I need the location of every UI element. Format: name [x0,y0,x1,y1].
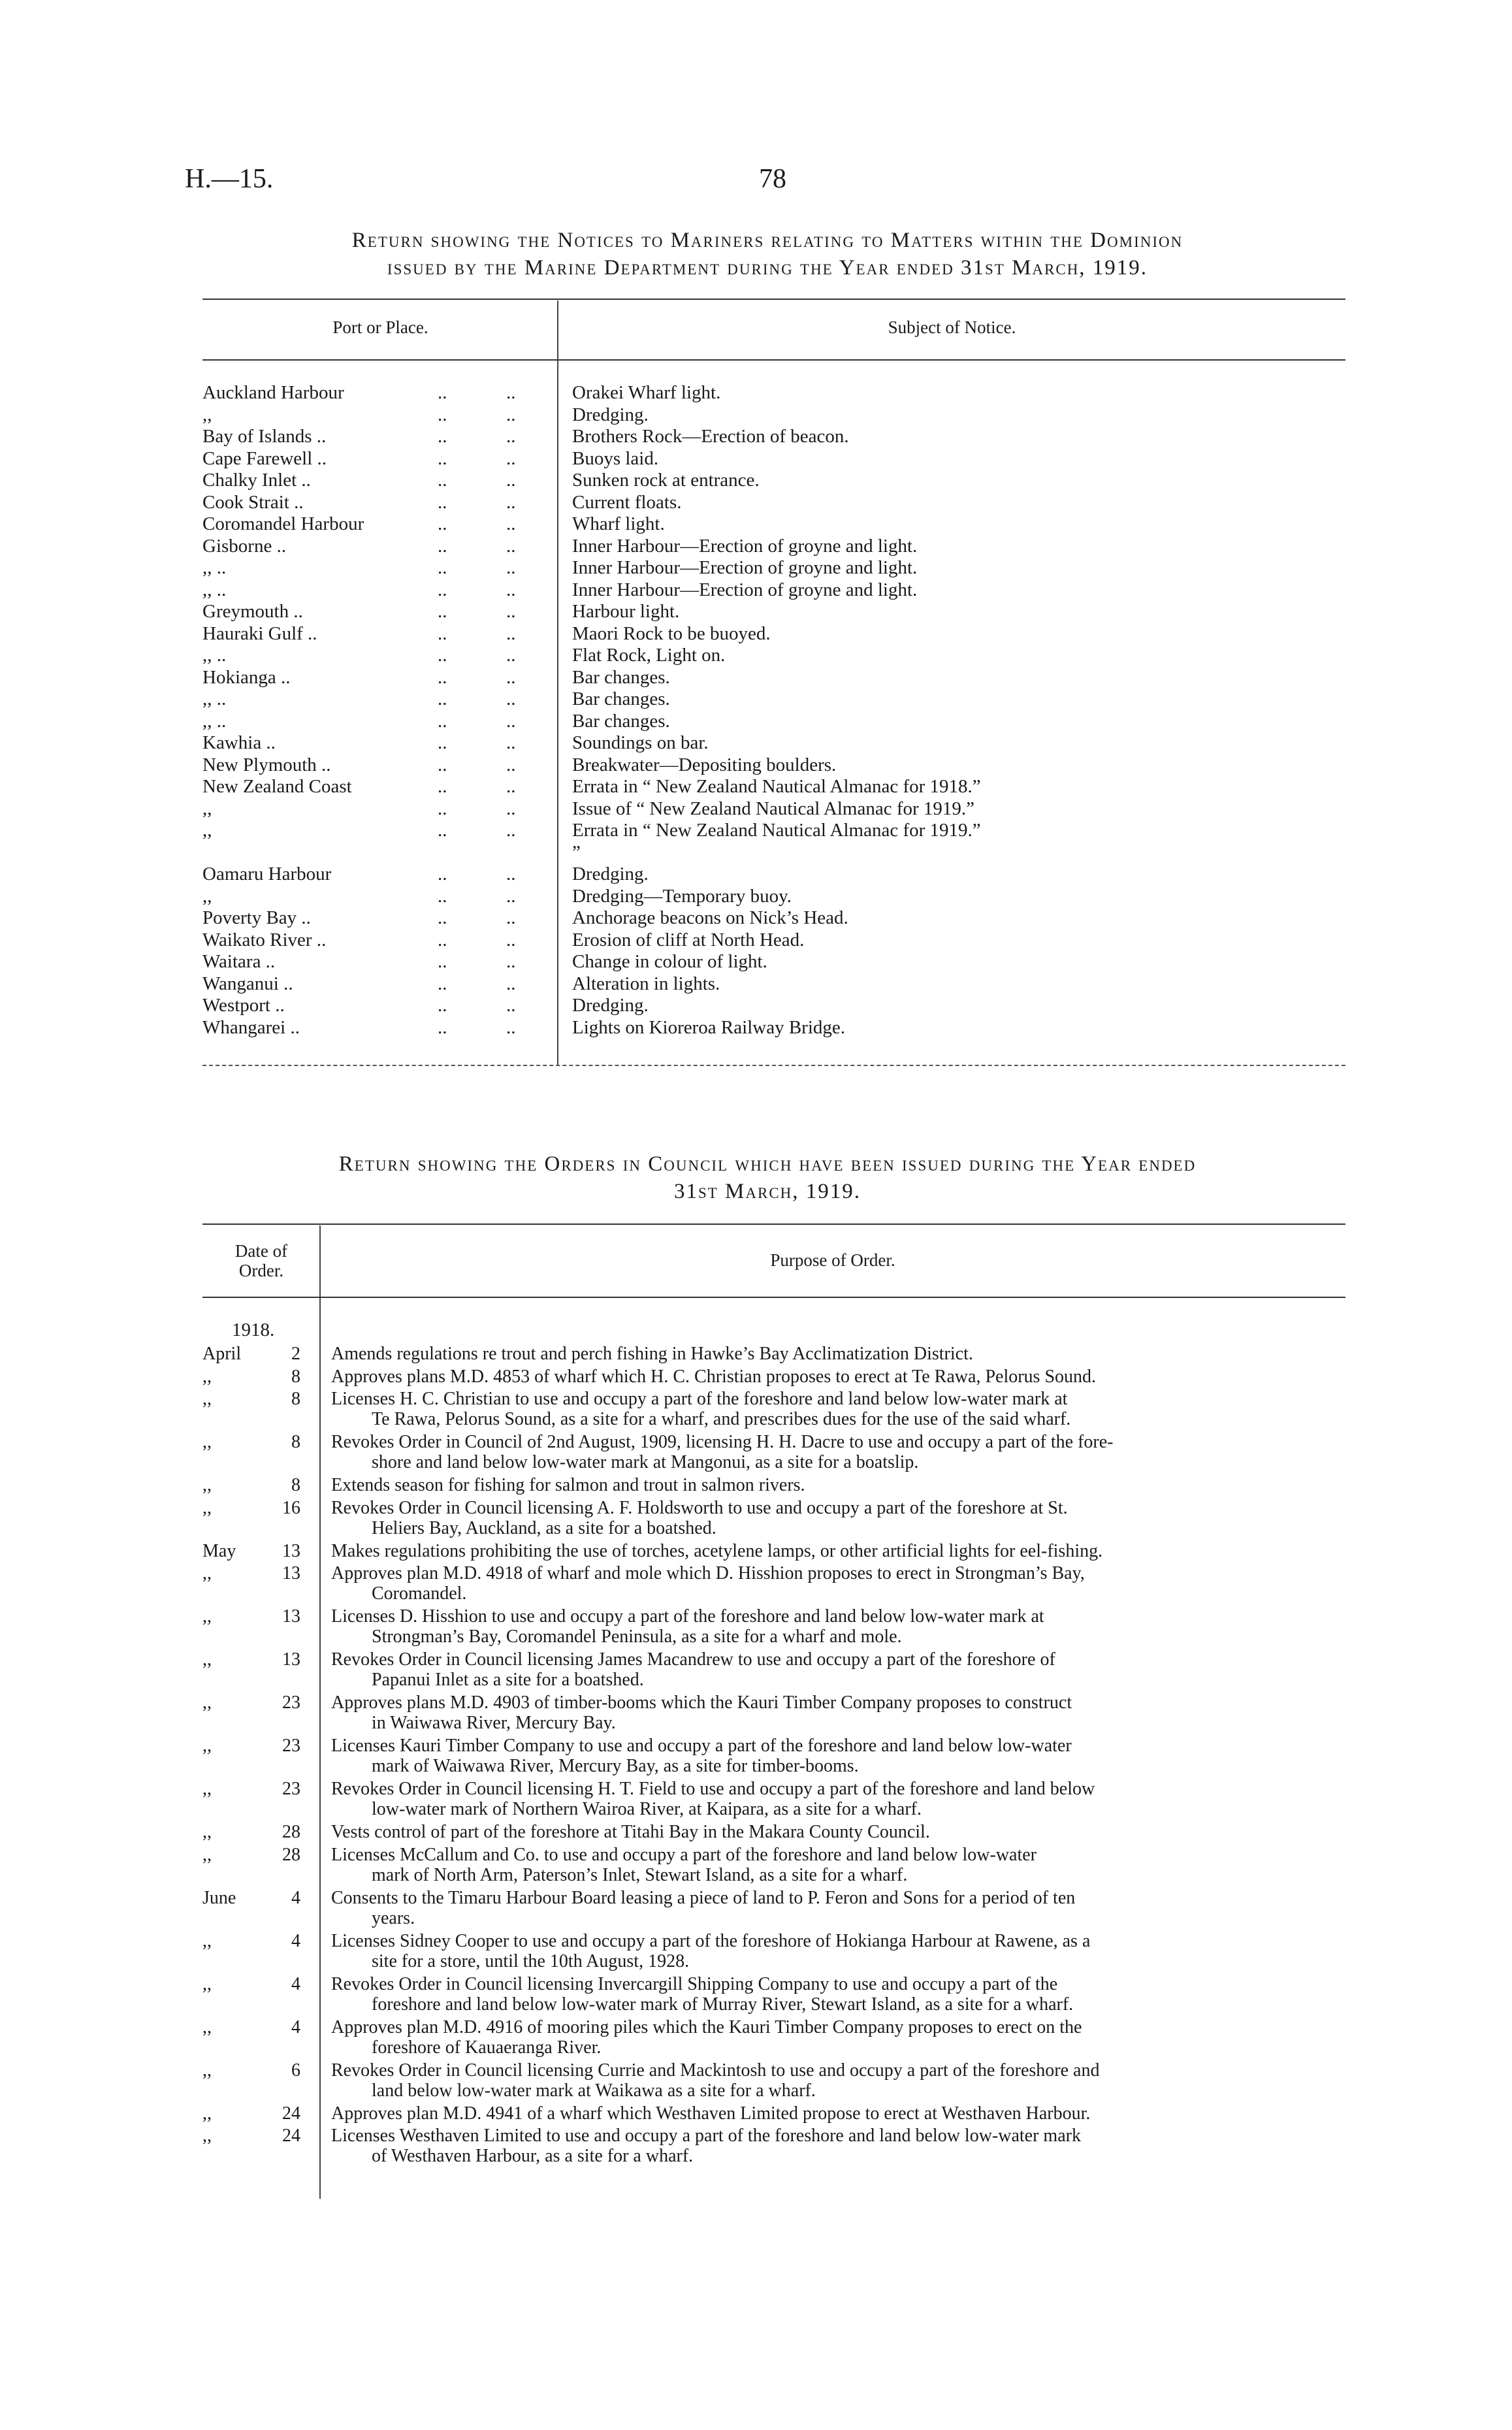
order-purpose [331,1736,1343,1776]
order-day: 23 [282,1779,300,1799]
notice-leader-dots: .. [438,732,447,753]
order-month: ,, [202,1649,212,1670]
order-purpose-first-line: Licenses Sidney Cooper to use and occupy a part of the foreshore of Hokianga Harbour at Rawene, as a [331,1930,1091,1951]
notice-subject: Bar changes. [572,710,670,732]
order-day: 4 [291,2017,300,2037]
notice-row [0,470,1512,491]
notice-leader-dots: .. [438,951,447,972]
order-purpose-continuation: foreshore of Kauaeranga River. [372,2037,602,2058]
notice-leader-dots: .. [506,732,516,753]
notice-row [0,536,1512,557]
notice-leader-dots: .. [506,864,516,884]
notice-row [0,667,1512,688]
notice-port: Hauraki Gulf .. [202,623,317,644]
notice-leader-dots: .. [438,710,447,732]
notice-leader-dots: .. [438,404,447,425]
order-day: 8 [291,1389,300,1409]
notice-leader-dots: .. [438,601,447,622]
order-purpose [331,1541,1343,1561]
notice-subject: Errata in “ New Zealand Nautical Almanac for 1919.” [572,820,981,841]
table1-title-line1: Return showing the Notices to Mariners relating to Matters within the Dominion [351,229,1183,252]
order-month: ,, [202,1475,212,1495]
notice-port: Oamaru Harbour [202,864,332,884]
notice-subject: Soundings on bar. [572,732,709,753]
order-purpose [331,1649,1343,1690]
notice-row [0,886,1512,907]
notice-leader-dots: .. [438,645,447,666]
order-month: ,, [202,1779,212,1799]
notice-row [0,973,1512,995]
notice-leader-dots: .. [438,666,447,688]
order-purpose [331,1432,1343,1472]
notice-subject: Current floats. [572,491,682,513]
order-day: 4 [291,1887,300,1908]
notice-leader-dots: .. [506,513,516,534]
order-purpose-continuation: land below low-water mark at Waikawa as a site for a wharf. [372,2080,816,2101]
notice-subject: Buoys laid. [572,447,659,469]
notice-subject: Dredging. [572,404,649,425]
notice-leader-dots: .. [438,579,447,600]
notice-subject: Issue of “ New Zealand Nautical Almanac for 1919.” [572,798,975,819]
order-purpose-first-line: Approves plan M.D. 4916 of mooring piles which the Kauri Timber Company proposes to erect on the [331,2017,1082,2037]
table2-col-date-line1: Date of [234,1241,288,1261]
notice-subject: Sunken rock at entrance. [572,470,760,491]
notice-row [0,842,1512,864]
order-purpose [331,1606,1343,1647]
notice-leader-dots: .. [438,491,447,513]
order-day: 24 [282,2103,300,2124]
order-purpose [331,1822,1343,1842]
notice-subject: Brothers Rock—Erection of beacon. [572,426,849,447]
order-day: 24 [282,2126,300,2146]
notice-leader-dots: .. [506,929,516,950]
order-month: ,, [202,1822,212,1842]
notice-port: ,, [202,820,212,841]
page-number: 78 [759,164,786,194]
notice-leader-dots: .. [438,447,447,469]
order-day: 23 [282,1693,300,1713]
order-purpose-first-line: Approves plan M.D. 4918 of wharf and mole which D. Hisshion proposes to erect in Strongman’s Bay, [331,1563,1085,1583]
order-month: ,, [202,2126,212,2146]
order-day: 13 [282,1563,300,1583]
notice-leader-dots: .. [506,951,516,972]
notice-port: Gisborne .. [202,535,287,557]
notice-row [0,557,1512,579]
notice-port: ,, .. [202,645,227,666]
table2-col-date-line2: Order. [238,1261,284,1280]
notice-port: Waitara .. [202,951,276,972]
order-day: 28 [282,1844,300,1865]
notice-row [0,711,1512,732]
order-purpose-first-line: Vests control of part of the foreshore at Titahi Bay in the Makara County Council. [331,1822,930,1842]
notice-leader-dots: .. [438,754,447,775]
notice-subject: Lights on Kioreroa Railway Bridge. [572,1016,845,1038]
notice-subject: Erosion of cliff at North Head. [572,929,805,950]
notice-subject: Harbour light. [572,601,680,622]
order-purpose [331,1779,1343,1819]
order-purpose [331,1563,1343,1604]
order-purpose-continuation: Strongman’s Bay, Coromandel Peninsula, as a site for a wharf and mole. [372,1627,902,1647]
order-purpose-first-line: Licenses Kauri Timber Company to use and occupy a part of the foreshore and land below low-water [331,1736,1072,1756]
order-purpose-first-line: Extends season for fishing for salmon and trout in salmon rivers. [331,1475,805,1495]
notice-port: Greymouth .. [202,601,303,622]
table2-title-line1: Return showing the Orders in Council which have been issued during the Year ended [338,1152,1197,1176]
notice-leader-dots: .. [438,995,447,1016]
order-purpose-first-line: Revokes Order in Council licensing Invercargill Shipping Company to use and occupy a part of the [331,1973,1058,1994]
notice-subject: Dredging. [572,995,649,1016]
order-purpose-continuation: mark of North Arm, Paterson’s Inlet, Stewart Island, as a site for a wharf. [372,1864,908,1885]
notice-row [0,513,1512,535]
order-purpose-continuation: low-water mark of Northern Wairoa River, at Kaipara, as a site for a wharf. [372,1799,922,1819]
order-purpose-continuation: Papanui Inlet as a site for a boatshed. [372,1670,644,1690]
notice-subject: Bar changes. [572,666,670,688]
notice-leader-dots: .. [438,557,447,578]
order-month: ,, [202,1844,212,1865]
order-purpose-first-line: Revokes Order in Council of 2nd August, 1909, licensing H. H. Dacre to use and occupy a part of the fore- [331,1432,1114,1452]
notice-subject: Dredging—Temporary buoy. [572,885,792,907]
notice-subject: Flat Rock, Light on. [572,645,726,666]
table1-col-port: Port or Place. [332,317,428,337]
table1-title-line2: issued by the Marine Department during the Year ended 31st March, 1919. [387,256,1148,280]
notice-port: Cook Strait .. [202,491,304,513]
notice-leader-dots: .. [506,666,516,688]
document-code: H.—15. [185,164,274,194]
table1-top-rule [202,299,1345,300]
notice-leader-dots: .. [506,645,516,666]
order-month: June [202,1887,236,1908]
order-purpose-first-line: Licenses D. Hisshion to use and occupy a part of the foreshore and land below low-water mark at [331,1606,1044,1627]
notice-port: ,, [202,404,212,425]
notice-row [0,645,1512,666]
notice-port: Whangarei .. [202,1016,300,1038]
order-purpose-continuation: in Waiwawa River, Mercury Bay. [372,1713,616,1733]
order-purpose-first-line: Licenses Westhaven Limited to use and occupy a part of the foreshore and land below low-water mark [331,2126,1081,2146]
notice-port: ,, [202,885,212,907]
notice-row [0,623,1512,645]
order-day: 13 [282,1649,300,1670]
notice-row [0,688,1512,710]
notice-subject: Alteration in lights. [572,973,720,994]
notice-port: ,, [202,798,212,819]
notice-leader-dots: .. [506,426,516,447]
notice-leader-dots: .. [438,776,447,797]
notice-row [0,798,1512,820]
notice-port: Kawhia .. [202,732,276,753]
notice-leader-dots: .. [506,710,516,732]
order-purpose [331,1367,1343,1387]
order-purpose-first-line: Licenses McCallum and Co. to use and occupy a part of the foreshore and land below low-water [331,1844,1037,1865]
order-month: ,, [202,1930,212,1951]
notice-port: Waikato River .. [202,929,327,950]
order-purpose-first-line: Amends regulations re trout and perch fishing in Hawke’s Bay Acclimatization District. [331,1344,973,1364]
order-purpose [331,1475,1343,1495]
order-month: April [202,1344,242,1364]
notice-leader-dots: .. [506,382,516,403]
table2-col-date [202,1241,320,1280]
notice-leader-dots: .. [506,579,516,600]
notice-leader-dots: .. [506,885,516,907]
notice-port: ,, .. [202,557,227,578]
order-month: May [202,1540,236,1561]
notice-subject: Errata in “ New Zealand Nautical Almanac for 1918.” [572,776,981,797]
notice-leader-dots: .. [506,820,516,841]
order-day: 8 [291,1475,300,1495]
notice-port: Coromandel Harbour [202,513,364,534]
notice-row [0,1017,1512,1039]
notice-subject: Wharf light. [572,513,665,534]
order-purpose-first-line: Licenses H. C. Christian to use and occupy a part of the foreshore and land below low-water mark at [331,1389,1068,1409]
order-purpose-continuation: mark of Waiwawa River, Mercury Bay, as a site for timber-booms. [372,1756,859,1776]
notice-leader-dots: .. [506,776,516,797]
notice-leader-dots: .. [506,973,516,994]
notice-port: ,, .. [202,688,227,709]
notice-subject: Breakwater—Depositing boulders. [572,754,837,775]
notice-port: Cape Farewell .. [202,447,327,469]
notice-subject: Bar changes. [572,688,670,709]
notice-leader-dots: .. [506,447,516,469]
notice-row [0,951,1512,973]
notice-leader-dots: .. [506,798,516,819]
notice-port: ,, .. [202,710,227,732]
order-month: ,, [202,2060,212,2081]
notice-leader-dots: .. [506,491,516,513]
notice-leader-dots: .. [438,798,447,819]
order-month: ,, [202,1736,212,1756]
order-purpose-continuation: site for a store, until the 10th August, 1928. [372,1951,690,1971]
notice-leader-dots: .. [438,470,447,491]
notice-row [0,754,1512,776]
table2-column-divider [319,1225,321,2199]
notice-leader-dots: .. [438,973,447,994]
table1-bottom-rule [202,1065,1345,1066]
notice-row [0,382,1512,404]
notice-leader-dots: .. [506,404,516,425]
order-month: ,, [202,1432,212,1452]
order-day: 28 [282,1822,300,1842]
notice-leader-dots: .. [506,535,516,557]
notice-row [0,776,1512,798]
order-purpose [331,1931,1343,1971]
order-day: 16 [282,1497,300,1518]
table2-header-rule [202,1297,1345,1298]
order-purpose [331,1498,1343,1538]
notice-port: ,, .. [202,579,227,600]
notice-row [0,601,1512,623]
notice-port: Westport .. [202,995,285,1016]
order-purpose-first-line: Approves plan M.D. 4941 of a wharf which Westhaven Limited propose to erect at Westhaven Harbour. [331,2103,1091,2124]
notice-leader-dots: .. [506,557,516,578]
notice-port: Poverty Bay .. [202,907,311,928]
notice-row [0,864,1512,885]
order-month: ,, [202,1693,212,1713]
notice-leader-dots: .. [506,623,516,644]
notice-leader-dots: .. [438,820,447,841]
order-purpose [331,1974,1343,2015]
notice-port: Wanganui .. [202,973,293,994]
notice-subject: Dredging. [572,864,649,884]
notice-port: Chalky Inlet .. [202,470,311,491]
table1-header-rule [202,359,1345,361]
notice-leader-dots: .. [438,623,447,644]
order-purpose-first-line: Approves plans M.D. 4903 of timber-booms which the Kauri Timber Company proposes to construct [331,1693,1072,1713]
order-month: ,, [202,1366,212,1387]
order-purpose-continuation: years. [372,1907,415,1928]
order-day: 23 [282,1736,300,1756]
table1-col-subject: Subject of Notice. [888,317,1016,337]
order-day: 8 [291,1432,300,1452]
notice-leader-dots: .. [438,513,447,534]
notice-row [0,448,1512,470]
notice-port: Auckland Harbour [202,382,344,403]
notice-leader-dots: .. [506,470,516,491]
notice-leader-dots: .. [438,864,447,884]
notice-leader-dots: .. [506,1016,516,1038]
order-purpose [331,1344,1343,1364]
order-day: 4 [291,1930,300,1951]
notice-leader-dots: .. [438,1016,447,1038]
notice-subject: ” [572,841,581,863]
notice-leader-dots: .. [438,907,447,928]
notice-port: Bay of Islands .. [202,426,327,447]
notice-leader-dots: .. [506,688,516,709]
order-month: ,, [202,1563,212,1583]
order-day: 13 [282,1606,300,1627]
notice-subject: Inner Harbour—Erection of groyne and light. [572,579,918,600]
notice-leader-dots: .. [506,907,516,928]
order-month: ,, [202,1973,212,1994]
notice-port: New Plymouth .. [202,754,331,775]
order-month: ,, [202,2017,212,2037]
order-purpose-continuation: foreshore and land below low-water mark of Murray River, Stewart Island, as a site for a wharf. [372,1994,1074,2015]
notice-leader-dots: .. [506,754,516,775]
order-day: 2 [291,1344,300,1364]
table2-year: 1918. [232,1320,275,1340]
table2-col-purpose: Purpose of Order. [770,1250,895,1270]
order-month: ,, [202,2103,212,2124]
order-day: 6 [291,2060,300,2081]
order-purpose-continuation: Te Rawa, Pelorus Sound, as a site for a wharf, and prescribes dues for the use of the said wharf. [372,1409,1071,1429]
notice-leader-dots: .. [506,601,516,622]
order-purpose-first-line: Revokes Order in Council licensing H. T. Field to use and occupy a part of the foreshore and land below [331,1779,1095,1799]
order-day: 4 [291,1973,300,1994]
order-purpose-first-line: Revokes Order in Council licensing James Macandrew to use and occupy a part of the foreshore of [331,1649,1055,1670]
notice-leader-dots: .. [438,688,447,709]
notice-row [0,579,1512,601]
order-month: ,, [202,1389,212,1409]
notice-leader-dots: .. [438,929,447,950]
notice-row [0,404,1512,426]
table2-top-rule [202,1223,1345,1225]
order-day: 8 [291,1366,300,1387]
order-purpose-first-line: Makes regulations prohibiting the use of torches, acetylene lamps, or other artificial lights for eel-fishing. [331,1540,1103,1561]
notice-row [0,492,1512,513]
order-month: ,, [202,1606,212,1627]
order-purpose-continuation: Heliers Bay, Auckland, as a site for a boatshed. [372,1517,716,1538]
notice-subject: Inner Harbour—Erection of groyne and light. [572,557,918,578]
notice-subject: Maori Rock to be buoyed. [572,623,771,644]
order-day: 13 [282,1540,300,1561]
notice-subject: Orakei Wharf light. [572,382,721,403]
order-purpose-first-line: Consents to the Timaru Harbour Board leasing a piece of land to P. Feron and Sons for a period of ten [331,1887,1076,1908]
notice-subject: Inner Harbour—Erection of groyne and light. [572,535,918,557]
notice-row [0,426,1512,447]
table2-title-line2: 31st March, 1919. [673,1180,861,1203]
notice-leader-dots: .. [438,382,447,403]
order-purpose-first-line: Revokes Order in Council licensing A. F. Holdsworth to use and occupy a part of the foreshore at St. [331,1497,1068,1518]
order-purpose-continuation: Coromandel. [372,1583,467,1604]
order-purpose-continuation: shore and land below low-water mark at Mangonui, as a site for a boatslip. [372,1452,919,1472]
notice-row [0,820,1512,841]
notice-row [0,732,1512,754]
order-purpose [331,2103,1343,2124]
notice-leader-dots: .. [506,995,516,1016]
notice-subject: Change in colour of light. [572,951,767,972]
notice-row [0,907,1512,929]
notice-subject: Anchorage beacons on Nick’s Head. [572,907,848,928]
notice-leader-dots: .. [438,885,447,907]
order-purpose-first-line: Revokes Order in Council licensing Currie and Mackintosh to use and occupy a part of the foreshore and [331,2060,1100,2081]
order-purpose-continuation: of Westhaven Harbour, as a site for a wharf. [372,2146,694,2166]
notice-leader-dots: .. [438,426,447,447]
order-purpose [331,2126,1343,2166]
order-purpose [331,1845,1343,1885]
notice-port: New Zealand Coast [202,776,352,797]
notice-row [0,995,1512,1016]
notice-row [0,930,1512,951]
order-purpose [331,1888,1343,1928]
order-purpose [331,1693,1343,1733]
order-purpose [331,1389,1343,1429]
notice-port: Hokianga .. [202,666,291,688]
order-month: ,, [202,1497,212,1518]
order-purpose [331,2060,1343,2101]
order-purpose [331,2017,1343,2058]
notice-leader-dots: .. [438,535,447,557]
order-purpose-first-line: Approves plans M.D. 4853 of wharf which H. C. Christian proposes to erect at Te Rawa, Pelorus Sound. [331,1366,1097,1387]
